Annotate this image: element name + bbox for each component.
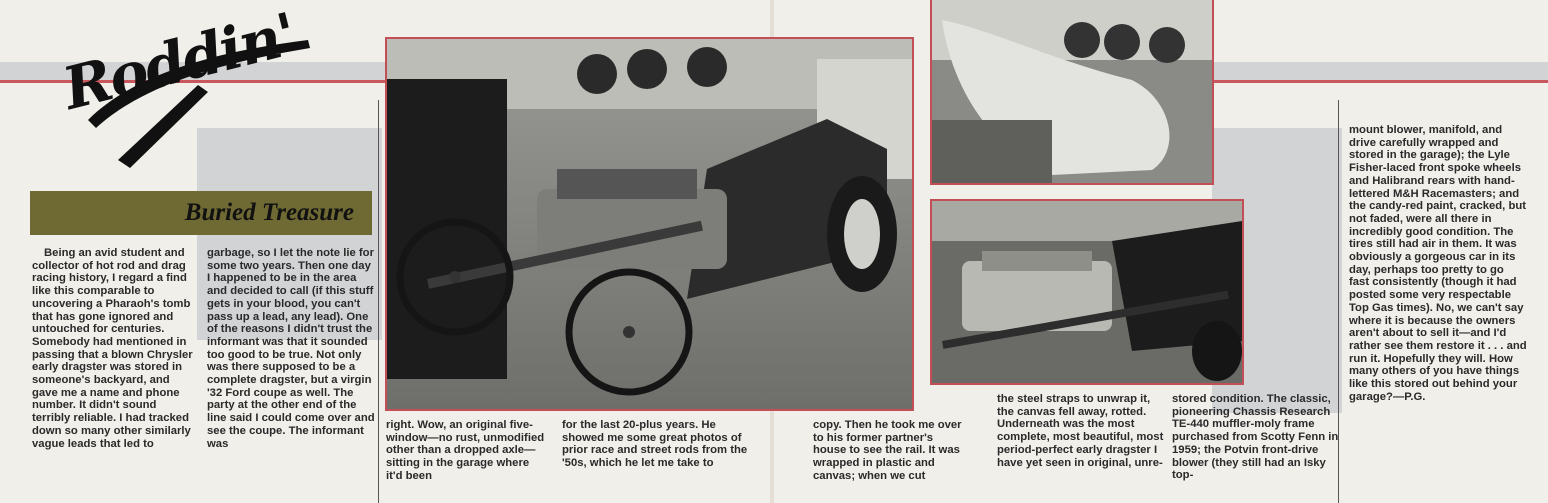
header-rule-right (1210, 80, 1548, 83)
section-logo (48, 0, 348, 180)
headline: Buried Treasure (184, 199, 354, 226)
engine-closeup-icon (932, 201, 1242, 383)
column-divider-1 (378, 100, 379, 503)
covered-car-photo (930, 0, 1214, 185)
text-column-6 (997, 393, 1165, 503)
column-5-text: copy. Then he took me over to his former partner's house to see the rail. It was wrapped in plastic and canvas; when we cut (813, 419, 962, 482)
headline-bar (30, 191, 372, 235)
column-2-text: garbage, so I let the note lie for some two years. Then one day I happened to be in the area and decided to call (if this stuff gets in your blood, you can't pass up a lead, any lead). One of the reasons I didn't trust the informant was that it sounded too good to be true. Not only was there supposed to be a complete dragster, but a virgin '32 Ford coupe as well. The party at the other end of the line said I could come over and see the coupe. The informant was (207, 247, 375, 450)
text-column-5 (813, 419, 968, 503)
main-photo (385, 37, 914, 411)
column-7-text: stored condition. The classic, pioneering Chassis Research TE-440 muffler-moly frame purchased from Scotty Fenn in 1959; the Potvin front-drive blower (they still had an Isky top- (1172, 393, 1339, 482)
column-1-text: Being an avid student and collector of hot rod and drag racing history, I regard a find like this comparable to uncovering a Pharaoh's tomb that has gone ignored and untouched for centuries. Somebody had mentioned in passing that a blown Chrysler early dragster was stored in someone's backyard, and gave me a name and phone number. It didn't sound terribly reliable. I had tracked down so many other similarly vague leads that led to (32, 247, 193, 450)
column-8-text: mount blower, manifold, and drive carefully wrapped and stored in the garage); the Lyle Fisher-laced front spoke wheels and Halibrand rears with hand-lettered M&H Racemasters; and the candy-red paint, cracked, but not faded, were all there in incredibly good condition. The tires still had air in them. It was obviously a gorgeous car in its day, perhaps too pretty to go fast consistently (though it had posted some very respectable Top Gas times). No, we can't say where it is because the owners aren't about to sell it—and I'd rather see them restore it . . . and run it. Hopefully they will. How many others of you have things like this stored out behind your garage?—P.G. (1349, 124, 1527, 403)
header-band-right (1210, 62, 1548, 80)
column-3-text: right. Wow, an original five-window—no rust, unmodified other than a dropped axle—sitting in the garage where it'd been (386, 419, 545, 482)
text-column-1 (32, 247, 196, 503)
text-column-8 (1349, 124, 1527, 503)
covered-car-icon (932, 0, 1212, 183)
text-column-7 (1172, 393, 1340, 503)
text-column-2 (207, 247, 377, 503)
text-column-3 (386, 419, 546, 503)
engine-photo (930, 199, 1244, 385)
column-4-text: for the last 20-plus years. He showed me some great photos of prior race and street rods from the '50s, which he let me take to (562, 419, 748, 470)
column-6-text: the steel straps to unwrap it, the canvas fell away, rotted. Underneath was the most complete, most beautiful, most period-perfect early dragster I have yet seen in original, unre- (997, 393, 1164, 469)
text-column-4 (562, 419, 758, 503)
logo-wordmark: Roddin' (56, 0, 302, 123)
dragster-photo-icon (387, 39, 912, 409)
